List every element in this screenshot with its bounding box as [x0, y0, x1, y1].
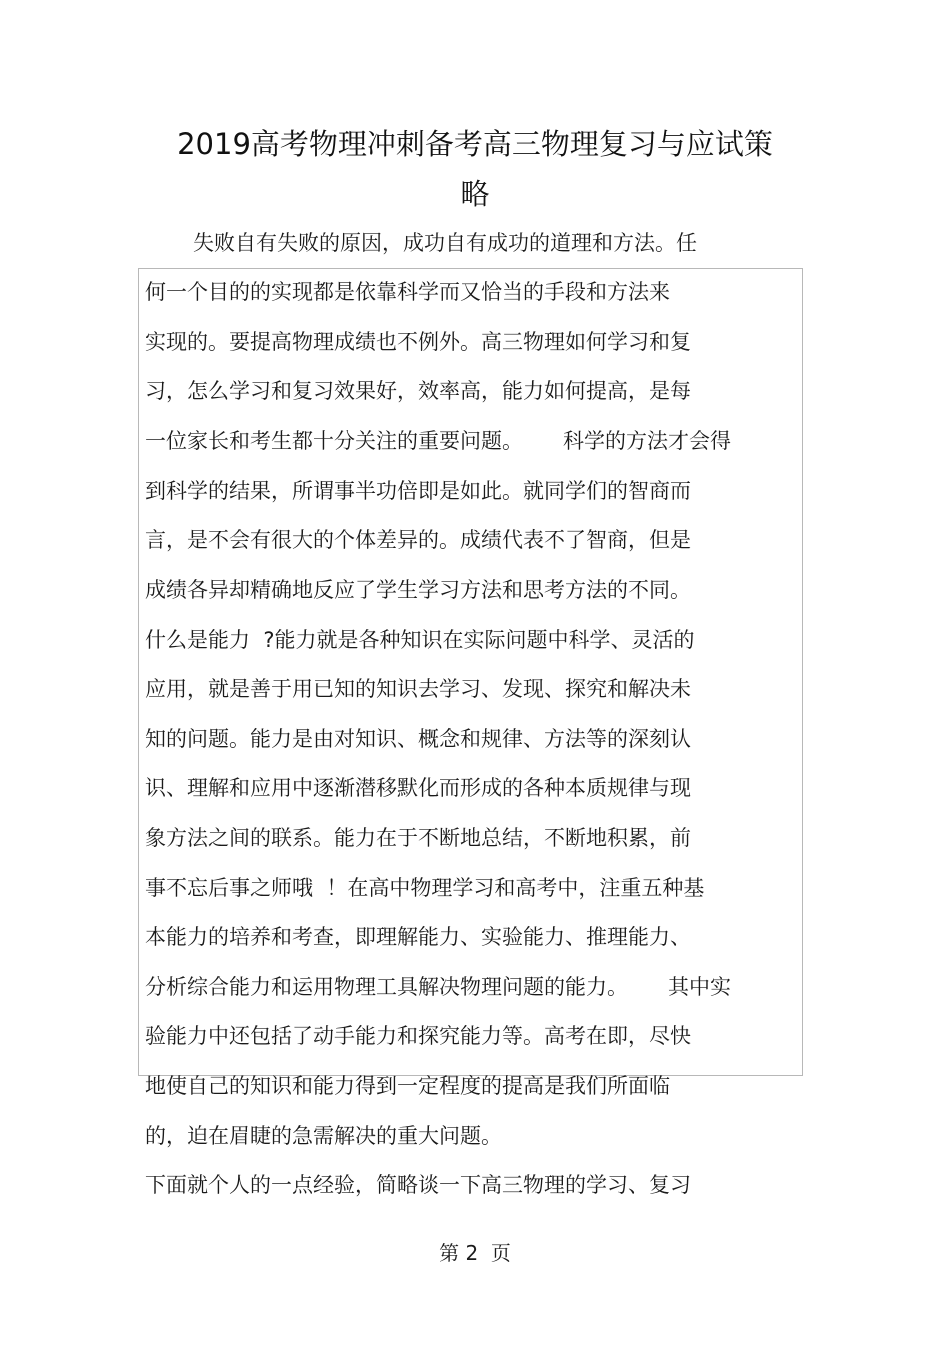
- body-line-5: 一位家长和考生都十分关注的重要问题。 科学的方法才会得: [145, 429, 732, 453]
- document-title-line-2: 略: [460, 177, 490, 211]
- body-line-4: 习，怎么学习和复习效果好，效率高，能力如何提高，是每: [145, 379, 691, 403]
- body-line-15: 本能力的培养和考查，即理解能力、实验能力、推理能力、: [145, 925, 691, 949]
- document-title-line-1: 2019高考物理冲刺备考高三物理复习与应试策: [177, 127, 773, 161]
- body-line-11: 知的问题。能力是由对知识、概念和规律、方法等的深刻认: [145, 727, 691, 751]
- body-line-7: 言，是不会有很大的个体差异的。成绩代表不了智商，但是: [145, 528, 691, 552]
- body-line-12: 识、理解和应用中逐渐潜移默化而形成的各种本质规律与现: [145, 776, 691, 800]
- body-line-14: 事不忘后事之师哦 ！在高中物理学习和高考中，注重五种基: [145, 876, 705, 900]
- body-line-16: 分析综合能力和运用物理工具解决物理问题的能力。 其中实: [145, 975, 732, 999]
- body-line-10: 应用，就是善于用已知的知识去学习、发现、探究和解决未: [145, 677, 691, 701]
- body-line-13: 象方法之间的联系。能力在于不断地总结，不断地积累，前: [145, 826, 691, 850]
- body-line-20: 下面就个人的一点经验，简略谈一下高三物理的学习、复习: [145, 1173, 691, 1197]
- body-line-18: 地使自己的知识和能力得到一定程度的提高是我们所面临: [145, 1074, 670, 1098]
- page-number: 第 2 页: [439, 1241, 511, 1265]
- body-line-1: 失败自有失败的原因，成功自有成功的道理和方法。任: [193, 231, 697, 255]
- body-line-19: 的，迫在眉睫的急需解决的重大问题。: [145, 1124, 502, 1148]
- body-line-2: 何一个目的的实现都是依靠科学而又恰当的手段和方法来: [145, 280, 670, 304]
- body-line-3: 实现的。要提高物理成绩也不例外。高三物理如何学习和复: [145, 330, 691, 354]
- body-line-17: 验能力中还包括了动手能力和探究能力等。高考在即，尽快: [145, 1024, 691, 1048]
- body-line-9: 什么是能力 ?能力就是各种知识在实际问题中科学、灵活的: [145, 628, 695, 652]
- body-line-8: 成绩各异却精确地反应了学生学习方法和思考方法的不同。: [145, 578, 691, 602]
- body-line-6: 到科学的结果，所谓事半功倍即是如此。就同学们的智商而: [145, 479, 691, 503]
